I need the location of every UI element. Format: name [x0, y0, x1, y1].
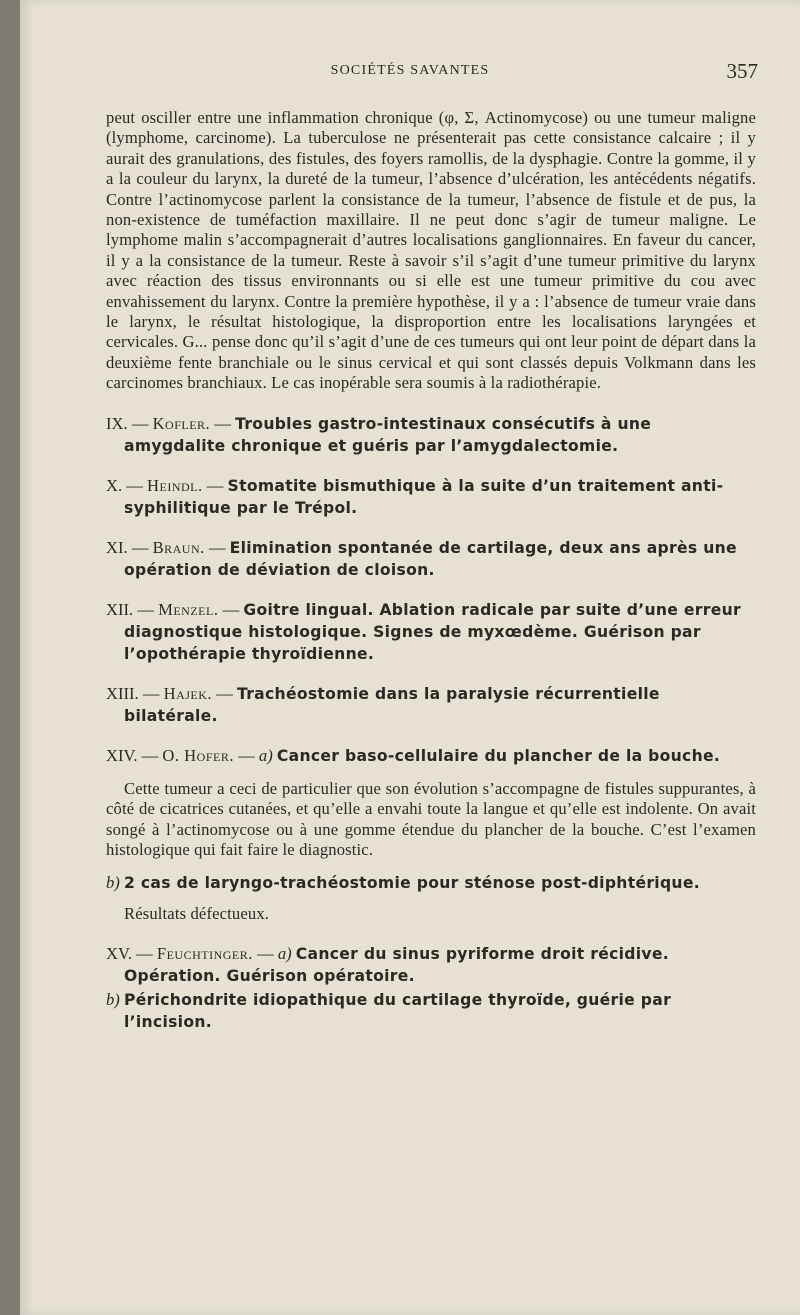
entry-title: Périchondrite idiopathique du cartilage thyroïde, guérie par l’incision.	[123, 990, 672, 1031]
page-number: 357	[726, 59, 758, 83]
entry-x	[106, 475, 756, 519]
separator: —	[234, 745, 259, 765]
entry-number: XI.	[106, 537, 128, 557]
running-head: SOCIÉTÉS SAVANTES	[330, 63, 490, 78]
entry-author: O. Hofer.	[162, 745, 234, 765]
entry-xv	[106, 943, 756, 987]
entry-title: Troubles gastro-intestinaux consécutifs à une amygdalite chronique et guéris par l’amygdalectomie.	[124, 414, 652, 455]
separator: —	[210, 413, 236, 433]
entry-author: Heindl.	[147, 475, 203, 495]
separator: —	[212, 683, 237, 703]
page-header	[20, 59, 800, 89]
sub-marker: b)	[106, 989, 120, 1009]
separator: —	[218, 599, 244, 619]
separator: —	[204, 537, 230, 557]
separator: —	[127, 537, 153, 557]
entry-title: Cancer baso-cellulaire du plancher de la bouche.	[276, 746, 721, 765]
entry-number: X.	[106, 475, 123, 495]
entry-number: IX.	[106, 413, 128, 433]
separator: —	[131, 943, 157, 963]
entry-xv-b	[106, 989, 756, 1033]
sub-marker: a)	[277, 943, 292, 963]
entry-xi	[106, 537, 756, 581]
entry-title: 2 cas de laryngo-trachéostomie pour sténose post-diphtérique.	[123, 874, 700, 893]
entry-author: Menzel.	[158, 599, 219, 619]
entry-title: Goitre lingual. Ablation radicale par suite d’une erreur diagnostique histologique. Signes de myxœdème. Guérison par l’opothérapie thyroïdienne.	[124, 600, 742, 663]
entry-xiv-b-note: Résultats défectueux.	[124, 904, 270, 924]
separator: —	[127, 413, 153, 433]
sub-marker: a)	[258, 745, 273, 765]
entry-xiv	[106, 745, 756, 767]
entry-xiii	[106, 683, 756, 727]
entry-number: XV.	[106, 943, 132, 963]
separator: —	[202, 475, 228, 495]
entry-title: Trachéostomie dans la paralysie récurrentielle bilatérale.	[124, 684, 660, 725]
separator: —	[122, 475, 148, 495]
scanned-page	[20, 0, 800, 1315]
entry-xii	[106, 599, 756, 665]
separator: —	[138, 683, 164, 703]
entry-author: Kofler.	[152, 413, 211, 433]
entry-ix	[106, 413, 756, 457]
entry-title: Stomatite bismuthique à la suite d’un traitement anti-syphilitique par le Trépol.	[124, 476, 724, 517]
entry-author: Feuchtinger.	[156, 943, 253, 963]
body-paragraph: peut osciller entre une inflammation chronique (φ, Σ, Actinomycose) ou une tumeur maligne (lymphome, carcinome). La tuberculose ne présenterait pas cette consistance calcaire ; il y aurait des granulations, des fistules, des foyers ramollis, de la dysphagie. Contre la gomme, il y a la couleur du larynx, la dureté de la tumeur, l’absence d’ulcération, les antécédents négatifs. Contre l’actinomycose parlent la consistance de la tumeur, l’absence de fistule et de pus, la non-existence de tuméfaction maxillaire. Il ne peut donc s’agir de tumeur maligne. Le lymphome malin s’accompagnerait d’autres localisations ganglionnaires. En faveur du cancer, il y a la consistance de la tumeur. Reste à savoir s’il s’agit d’une tumeur primitive du larynx avec réaction des tissus environnants ou si elle est une tumeur primitive du cou avec envahissement du larynx. Contre la première hypothèse, il y a : l’absence de tumeur vraie dans le larynx, le résultat histologique, la disproportion entre les localisations laryngées et cervicales. G... pense donc qu’il s’agit d’une de ces tumeurs qui ont leur point de départ dans la deuxième fente branchiale ou le sinus cervical et qui sont classés depuis Volkmann dans les carcinomes branchiaux. Le cas inopérable sera soumis à la radiothérapie.	[106, 108, 756, 393]
entry-title: Elimination spontanée de cartilage, deux ans après une opération de déviation de cloison.	[124, 538, 737, 579]
entry-number: XIII.	[106, 683, 139, 703]
entry-xiv-b	[106, 872, 756, 894]
entry-number: XIV.	[106, 745, 138, 765]
entry-xiv-note: Cette tumeur a ceci de particulier que son évolution s’accompagne de fistules suppurantes, à côté de cicatrices cutanées, et qu’elle a envahi toute la langue et qu’elle est indolente. On avait songé à l’actinomycose ou à une gomme étendue du plancher de la bouche. C’est l’examen histologique qui fait faire le diagnostic.	[106, 778, 756, 859]
separator: —	[137, 745, 163, 765]
page-content	[106, 108, 756, 1033]
entry-author: Braun.	[152, 537, 205, 557]
entry-title: Cancer du sinus pyriforme droit récidive. Opération. Guérison opératoire.	[124, 944, 669, 985]
sub-marker: b)	[106, 873, 120, 893]
entry-number: XII.	[106, 599, 134, 619]
separator: —	[133, 599, 159, 619]
separator: —	[252, 943, 278, 963]
entry-author: Hajek.	[163, 683, 213, 703]
